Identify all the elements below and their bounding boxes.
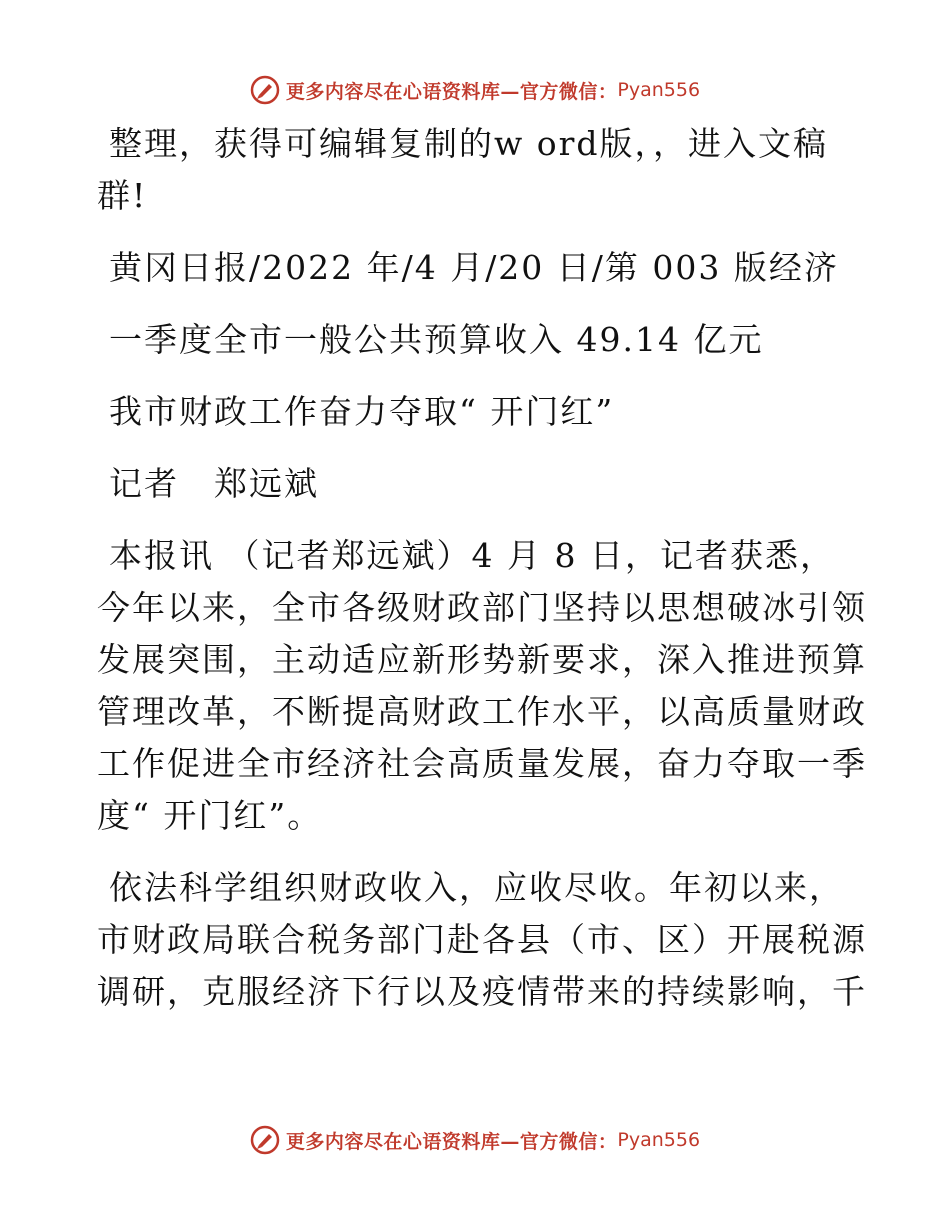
banner-wechat-id: Pyan556 [617, 1129, 701, 1151]
banner-wechat-id: Pyan556 [617, 79, 701, 101]
paragraph-line: 度“ 开门红”。 [97, 796, 323, 835]
paragraph-line: 发展突围，主动适应新形势新要求，深入推进预算 [97, 640, 867, 679]
subheadline: 我市财政工作奋力夺取“ 开门红” [109, 392, 615, 431]
footer-banner [0, 1120, 950, 1160]
paragraph-line: 本报讯 （记者郑远斌）4 月 8 日，记者获悉， [109, 536, 835, 575]
logo-icon [250, 75, 280, 105]
paragraph-line: 市财政局联合税务部门赴各县（市、区）开展税源 [97, 920, 867, 959]
byline: 记者 郑远斌 [109, 464, 319, 503]
banner-text: 更多内容尽在心语资料库—官方微信： [285, 80, 618, 103]
headline: 一季度全市一般公共预算收入 49.14 亿元 [109, 320, 764, 359]
source-line: 黄冈日报/2022 年/4 月/20 日/第 003 版经济 [109, 248, 839, 287]
document-body [97, 118, 867, 1018]
paragraph-line: 今年以来，全市各级财政部门坚持以思想破冰引领 [97, 588, 867, 627]
banner-text: 更多内容尽在心语资料库—官方微信： [285, 1130, 618, 1153]
intro-line: 群! [97, 176, 148, 215]
header-banner [0, 70, 950, 110]
intro-line: 整理，获得可编辑复制的w ord版，，进入文稿 [109, 124, 829, 163]
paragraph-line: 管理改革，不断提高财政工作水平，以高质量财政 [97, 692, 867, 731]
logo-icon [250, 1125, 280, 1155]
paragraph-line: 工作促进全市经济社会高质量发展，奋力夺取一季 [97, 744, 867, 783]
paragraph-1 [97, 530, 867, 842]
paragraph-line: 依法科学组织财政收入，应收尽收。年初以来， [109, 868, 844, 907]
paragraph-line: 调研，克服经济下行以及疫情带来的持续影响，千 [97, 972, 867, 1011]
paragraph-2 [97, 862, 867, 1018]
